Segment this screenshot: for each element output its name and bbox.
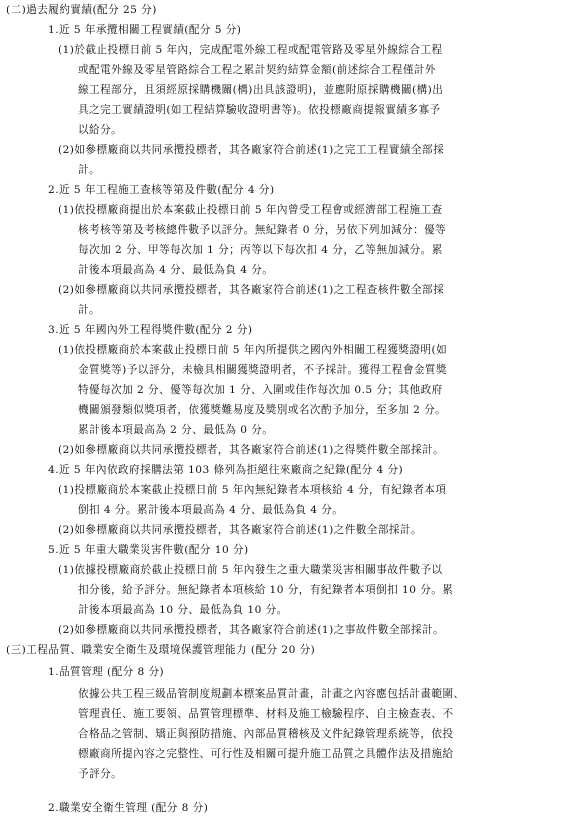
- paragraph-line: 予評分。: [78, 768, 123, 780]
- item-heading: 5.近 5 年重大職業災害件數(配分 10 分): [48, 544, 249, 556]
- paragraph-line: 扣分後，給予評分。無紀錄者本項核給 10 分，有紀錄者本項倒扣 10 分。累: [78, 584, 454, 596]
- paragraph-line: 依據公共工程三級品管制度規劃本標案品質計畫，計畫之內容應包括計畫範圍、: [78, 688, 465, 700]
- item-heading: 3.近 5 年國內外工程得獎件數(配分 2 分): [48, 324, 253, 336]
- paragraph-line: 計後本項最高為 4 分、最低為負 4 分。: [78, 264, 274, 276]
- item-heading: 1.近 5 年承攬相關工程實績(配分 5 分): [48, 24, 242, 36]
- item-heading: 2.職業安全衛生管理 (配分 8 分): [48, 802, 209, 814]
- paragraph-line: 核考核等第及考核總件數予以評分。無紀錄者 0 分，另依下列加減分：優等: [78, 224, 447, 236]
- paragraph-line: 特優每次加 2 分、優等每次加 1 分、入圍或佳作每次加 0.5 分；其他政府: [78, 384, 443, 396]
- paragraph-line: 以給分。: [78, 124, 123, 136]
- paragraph-line: 具之完工實績證明(如工程結算驗收證明書等)。依投標廠商提報實績多寡予: [78, 104, 441, 116]
- paragraph-line: 金質獎等)予以評分，未檢具相關獲獎證明者，不予採計。獲得工程會金質獎: [78, 364, 448, 376]
- paragraph-line: (1)依投標廠商提出於本案截止投標日前 5 年內曾受工程會或經濟部工程施工查: [58, 204, 443, 216]
- paragraph-line: 機關頒發類似獎項者，依獲獎難易度及獎別或名次酌予加分，至多加 2 分。: [78, 404, 447, 416]
- section-heading: (二)過去履約實績(配分 25 分): [6, 4, 157, 16]
- paragraph-line: (2)如參標廠商以共同承攬投標者，其各廠家符合前述(1)之工程查核件數全部採: [58, 284, 445, 296]
- paragraph-line: 管理責任、施工要領、品質管理標準、材料及施工檢驗程序、自主檢查表、不: [78, 708, 454, 720]
- item-heading: 1.品質管理 (配分 8 分): [48, 666, 165, 678]
- paragraph-line: 計。: [78, 164, 101, 176]
- paragraph-line: 每次加 2 分、甲等每次加 1 分；丙等以下每次扣 4 分，乙等無加減分。累: [78, 244, 443, 256]
- section-heading: (三)工程品質、職業安全衛生及環境保護管理能力 (配分 20 分): [6, 644, 316, 656]
- paragraph-line: (2)如參標廠商以共同承攬投標者，其各廠家符合前述(1)之得獎件數全部採計。: [58, 444, 445, 456]
- item-heading: 2.近 5 年工程施工查核等第及件數(配分 4 分): [48, 184, 275, 196]
- paragraph-line: 累計後本項最高為 2 分、最低為 0 分。: [78, 424, 274, 436]
- paragraph-line: 線工程部分，且須經原採購機關(構)出具該證明)，並應附原採購機關(構)出: [78, 84, 444, 96]
- paragraph-line: (2)如參標廠商以共同承攬投標者，其各廠家符合前述(1)之件數全部採計。: [58, 524, 423, 536]
- paragraph-line: 標廠商所提內容之完整性、可行性及相關可提升施工品質之具體作法及措施給: [78, 748, 454, 760]
- paragraph-line: (1)依投標廠商於本案截止投標日前 5 年內所提供之國內外相關工程獲獎證明(如: [58, 344, 448, 356]
- item-heading: 4.近 5 年內依政府採購法第 103 條列為拒絕往來廠商之紀錄(配分 4 分): [48, 464, 404, 476]
- paragraph-line: (1)依據投標廠商於截止投標日前 5 年內發生之重大職業災害相關事故件數予以: [58, 564, 443, 576]
- paragraph-line: (2)如參標廠商以共同承攬投標者，其各廠家符合前述(1)之事故件數全部採計。: [58, 624, 445, 636]
- paragraph-line: (1)投標廠商於本案截止投標日前 5 年內無紀錄者本項核給 4 分，有紀錄者本項: [58, 484, 447, 496]
- paragraph-line: 倒扣 4 分。累計後本項最高為 4 分、最低為負 4 分。: [78, 504, 344, 516]
- paragraph-line: (1)於截止投標日前 5 年內，完成配電外線工程或配電管路及零星外線綜合工程: [58, 44, 443, 56]
- paragraph-line: 計後本項最高為 10 分、最低為負 10 分。: [78, 604, 288, 616]
- paragraph-line: (2)如參標廠商以共同承攬投標者，其各廠家符合前述(1)之完工工程實績全部採: [58, 144, 445, 156]
- paragraph-line: 計。: [78, 304, 101, 316]
- paragraph-line: 合格品之管制、矯正與預防措施、內部品質稽核及文件紀錄管理系統等，依投: [78, 728, 454, 740]
- paragraph-line: 或配電外線及零星管路綜合工程之累計契約結算金額(前述綜合工程僅計外: [78, 64, 436, 76]
